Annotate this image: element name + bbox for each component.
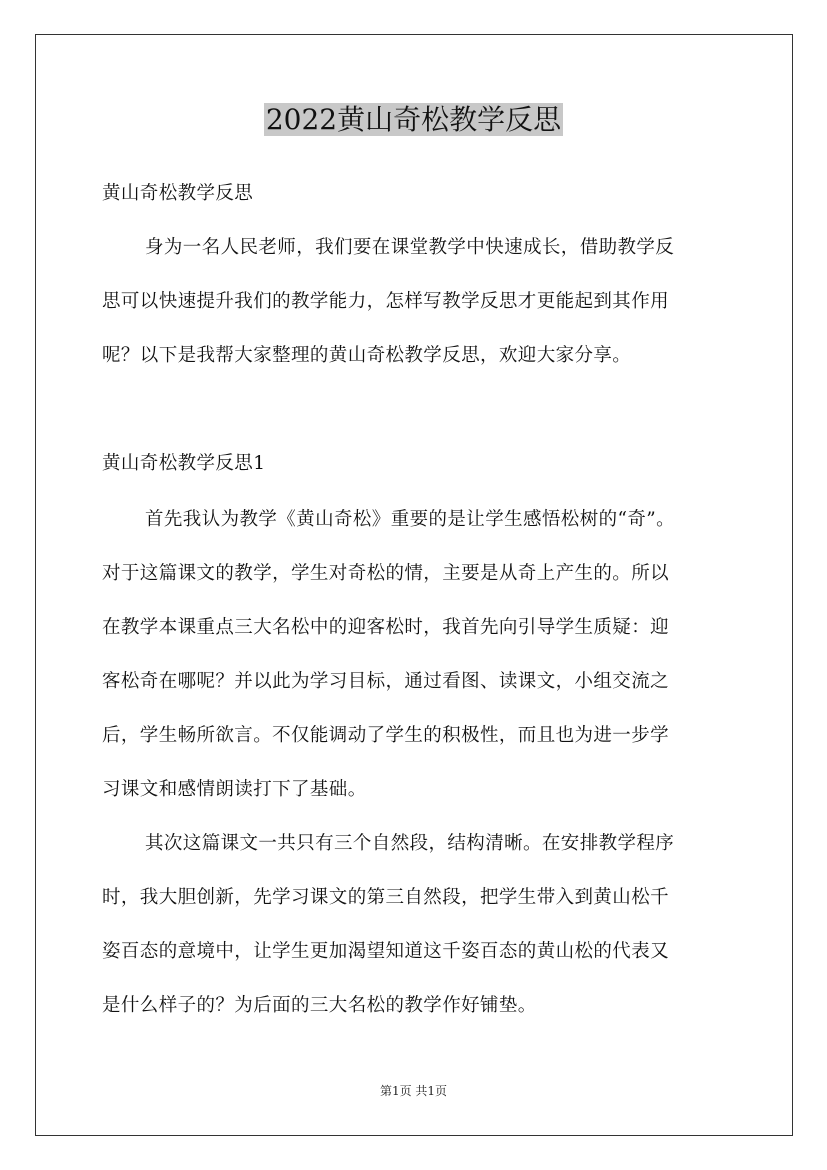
para1-line-4: 客松奇在哪呢？并以此为学习目标，通过看图、读课文，小组交流之	[102, 671, 670, 692]
para1-line-1: 首先我认为教学《黄山奇松》重要的是让学生感悟松树的“奇”。	[145, 509, 676, 530]
page-footer: 第1页 共1页	[379, 1084, 448, 1098]
para1-line-5: 后，学生畅所欲言。不仅能调动了学生的积极性，而且也为进一步学	[102, 725, 670, 746]
document-title-text: 2022黄山奇松教学反思	[265, 103, 562, 136]
para2-line-3: 姿百态的意境中，让学生更加渴望知道这千姿百态的黄山松的代表又	[102, 941, 670, 962]
intro-line-1: 身为一名人民老师，我们要在课堂教学中快速成长，借助教学反	[145, 237, 675, 258]
document-title	[0, 98, 827, 142]
para1-line-6: 习课文和感情朗读打下了基础。	[102, 779, 367, 800]
para2-line-2: 时，我大胆创新，先学习课文的第三自然段，把学生带入到黄山松千	[102, 887, 670, 908]
para2-line-1: 其次这篇课文一共只有三个自然段，结构清晰。在安排教学程序	[145, 833, 675, 854]
intro-line-2: 思可以快速提升我们的教学能力，怎样写教学反思才更能起到其作用	[102, 291, 670, 312]
para1-line-2: 对于这篇课文的教学，学生对奇松的情，主要是从奇上产生的。所以	[102, 563, 670, 584]
para2-line-4: 是什么样子的？为后面的三大名松的教学作好铺垫。	[102, 995, 537, 1016]
section1-heading: 黄山奇松教学反思1	[102, 453, 266, 474]
para1-line-3: 在教学本课重点三大名松中的迎客松时，我首先向引导学生质疑：迎	[102, 617, 670, 638]
intro-line-3: 呢？以下是我帮大家整理的黄山奇松教学反思，欢迎大家分享。	[102, 345, 632, 366]
subtitle: 黄山奇松教学反思	[102, 183, 254, 204]
